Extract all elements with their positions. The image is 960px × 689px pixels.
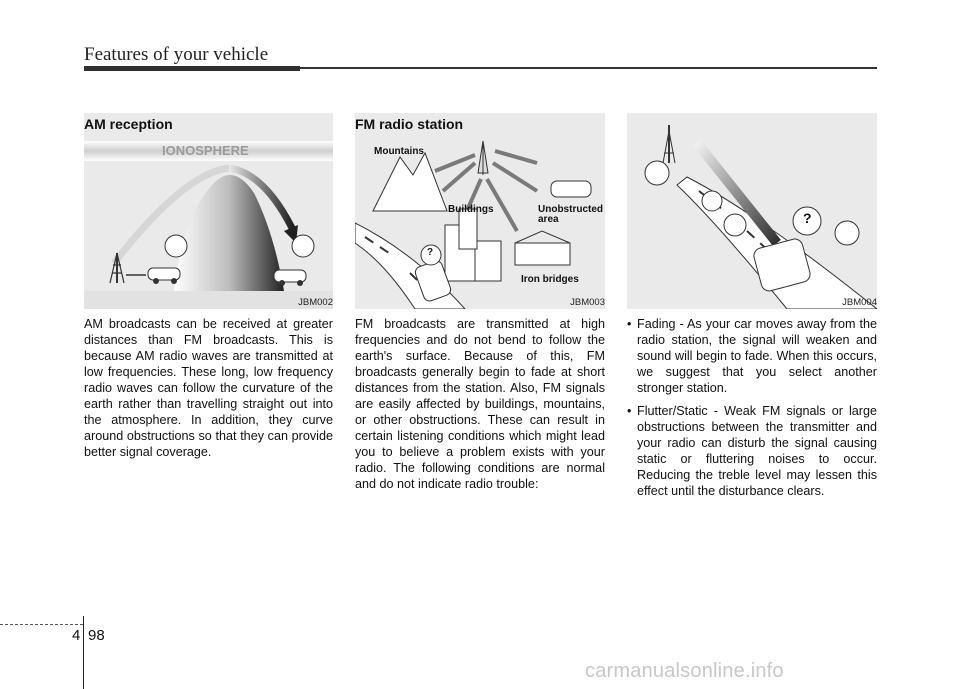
area-label: area <box>538 214 559 225</box>
iron-bridges-label: Iron bridges <box>521 274 579 285</box>
am-reception-title: AM reception <box>84 116 173 132</box>
fm-radio-figure <box>355 113 605 309</box>
ionosphere-label: IONOSPHERE <box>162 143 249 158</box>
fading-question-mark: ? <box>803 210 812 226</box>
flutter-static-bullet: • Flutter/Static - Weak FM signals or large obstructions between the transmitter and your radio can disturb the signal causing static or fluttering noises to occur. Reducing the treble level may lessen this effect until the disturbance clears. <box>627 403 877 499</box>
question-mark: ? <box>427 247 434 258</box>
page-header-title: Features of your vehicle <box>84 44 269 65</box>
fading-bullet: • Fading - As your car moves away from the radio station, the signal will weaken and sound will begin to fade. When this occurs, we suggest that you select another stronger station. <box>627 316 877 396</box>
footer-rule <box>0 624 83 625</box>
fading-figure-code: JBM004 <box>842 297 877 308</box>
fm-figure-code: JBM003 <box>570 297 605 308</box>
fading-figure <box>627 113 877 309</box>
buildings-label: Buildings <box>448 204 494 215</box>
chapter-number: 4 <box>72 627 81 644</box>
footer-divider <box>83 616 84 689</box>
watermark-text: carmanualsonline.info <box>585 660 784 682</box>
fm-radio-title: FM radio station <box>355 116 464 132</box>
fm-paragraph: FM broadcasts are transmitted at high frequencies and do not bend to follow the earth's surface. Because of this, FM broadcasts generally begin to fade at short distances from the station. Also, FM signals are easily affected by buildings, mountains, or other obstructions. These can result in certain listening conditions which might lead you to believe a problem exists with your radio. The following conditions are normal and do not indicate radio trouble: <box>355 317 605 491</box>
header-rule-dark <box>84 66 300 71</box>
page-number: 98 <box>88 627 105 644</box>
am-paragraph: AM broadcasts can be received at greater distances than FM broadcasts. This is because AM radio waves are transmitted at low frequencies. These long, low frequency radio waves can follow the curvature of the earth rather than travelling straight out into the atmosphere. In addition, they curve around obstructions so that they can provide better signal coverage. <box>84 317 333 459</box>
unobstructed-label: Unobstructed <box>538 204 603 215</box>
mountains-label: Mountains <box>374 146 424 157</box>
header-rule-thin <box>300 67 877 69</box>
am-reception-figure <box>84 113 333 309</box>
am-figure-code: JBM002 <box>298 297 333 308</box>
conditions-list <box>627 316 877 506</box>
fading-illustration <box>627 113 877 309</box>
header-rule <box>84 66 877 71</box>
